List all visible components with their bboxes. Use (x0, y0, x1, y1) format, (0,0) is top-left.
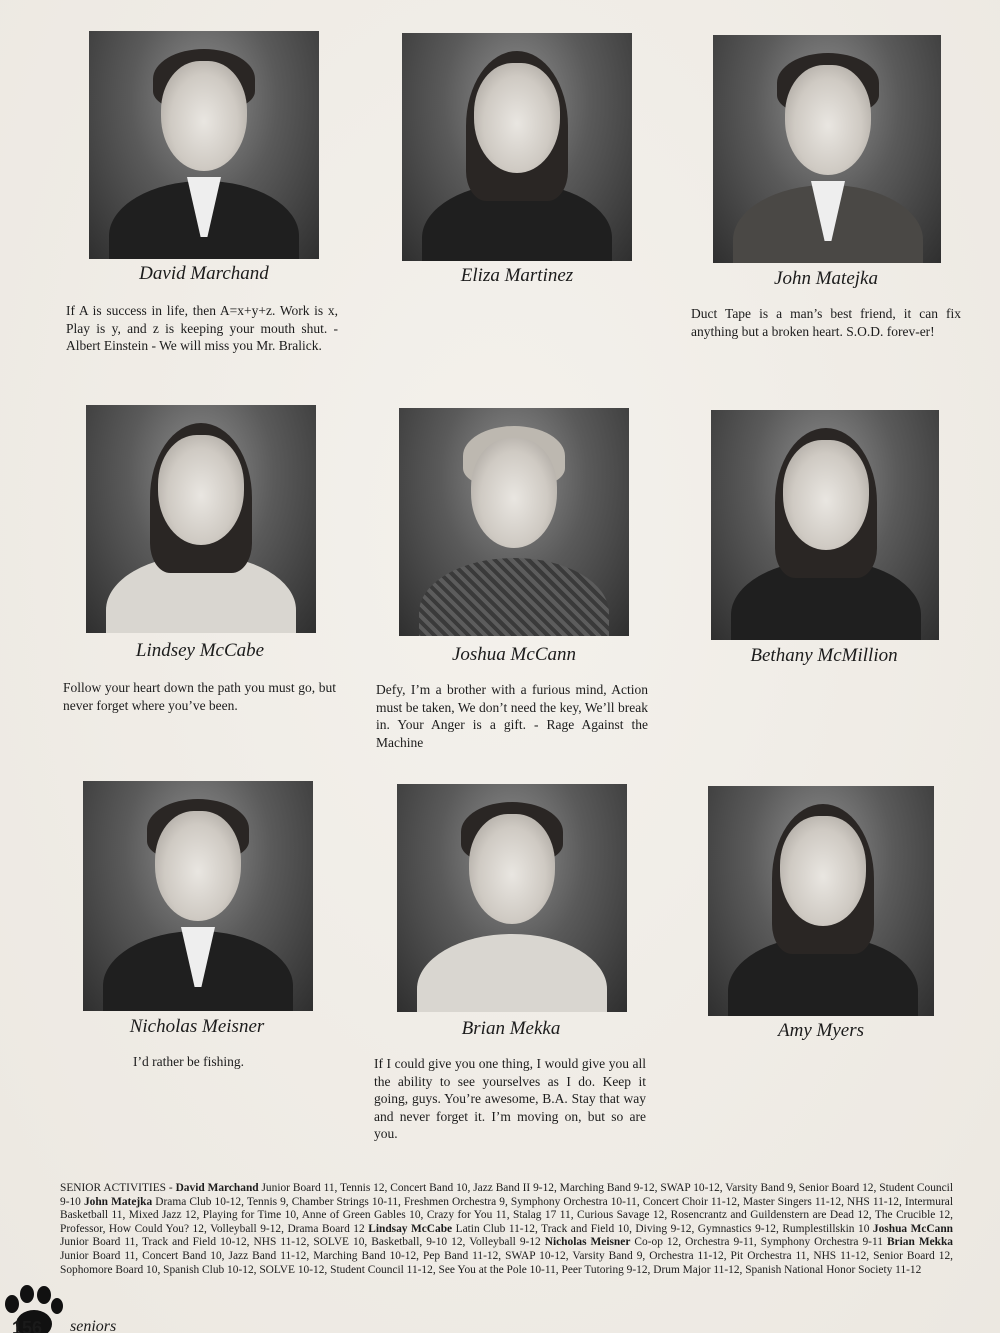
activity-name: Lindsay McCabe (368, 1222, 453, 1235)
portrait-photo (399, 408, 629, 636)
portrait-photo (86, 405, 316, 633)
section-label: seniors (70, 1318, 117, 1333)
activity-name: Brian Mekka (886, 1236, 953, 1249)
activity-text: Latin Club 11-12, Track and Field 10, Diving 9-12, Gymnastics 9-12, Rumplestillskin 10 (452, 1222, 873, 1235)
activity-text: Co-op 12, Orchestra 9-11, Symphony Orchestra 9-11 (630, 1236, 887, 1249)
senior-name: Eliza Martinez (460, 265, 574, 286)
portrait-photo (89, 31, 319, 259)
portrait-photo (83, 781, 313, 1011)
activity-name: John Matejka (83, 1195, 153, 1208)
senior-name: David Marchand (139, 263, 269, 284)
senior-name: Brian Mekka (461, 1018, 561, 1039)
activity-text: Junior Board 11, Concert Band 10, Jazz Band 11-12, Marching Band 10-12, Pep Band 11-12, SWAP 10-12, Varsity Band 9, Orchestra 11-12, Pit Orchestra 11, NHS 11-12, Senior Board 12, Sophomore Board 10, Spanish Club 10-12, SOLVE 10-12, Student Council 11-12, See You at the Pole 10-11, Peer Tutoring 9-12, Drum Major 11-12, Spanish National Honor Society 11-12 (60, 1249, 953, 1276)
senior-name: Amy Myers (778, 1020, 864, 1041)
senior-quote: Follow your heart down the path you must go, but never forget where you’ve been. (63, 680, 336, 713)
senior-name: John Matejka (774, 268, 878, 289)
senior-name: Joshua McCann (451, 644, 576, 665)
portrait-photo (711, 410, 939, 640)
activity-text: Drama Club 10-12, Tennis 9, Chamber Strings 10-11, Freshmen Orchestra 9, Symphony Orchestra 10-11, Concert Choir 11-12, Master Singers 11-12, NHS 11-12, Intermural Basketball 11, Mixed Jazz 12, Playing for Time 10, Anne of Green Gables 10, Crazy for You 11, Stalag 17 11, Curious Savage 12, Rosencrantz and Guildenstern are Dead 12, The Crucible 12, Professor, How Could You? 12, Volleyball 9-12, Drama Board 12 (60, 1195, 953, 1235)
senior-name: Bethany McMillion (750, 645, 898, 666)
senior-name: Lindsey McCabe (135, 640, 265, 661)
senior-name: Nicholas Meisner (129, 1016, 265, 1037)
portrait-photo (708, 786, 934, 1016)
portrait-photo (713, 35, 941, 263)
portrait-photo (402, 33, 632, 261)
senior-quote: Defy, I’m a brother with a furious mind, Action must be taken, We don’t need the key, We’ll break in. Your Anger is a gift. - Rage Against the Machine (376, 682, 648, 750)
portrait-photo (397, 784, 627, 1012)
senior-quote: Duct Tape is a man’s best friend, it can fix anything but a broken heart. S.O.D. forev-er! (691, 306, 961, 339)
activity-name: Nicholas Meisner (544, 1236, 631, 1249)
activity-text: Junior Board 11, Track and Field 10-12, NHS 11-12, SOLVE 10, Basketball, 9-10 12, Volleyball 9-12 (60, 1236, 545, 1249)
activity-name: Joshua McCann (872, 1222, 954, 1235)
activities-heading: SENIOR ACTIVITIES - (60, 1182, 176, 1194)
senior-activities (60, 1182, 953, 1277)
senior-quote: If I could give you one thing, I would give you all the ability to see yourselves as I do. Keep it going, guys. You’re awesome, B.A. Stay that way and never forget it. I’m moving on, but so are you. (374, 1056, 646, 1141)
activity-name: David Marchand (175, 1182, 259, 1194)
senior-quote: If A is success in life, then A=x+y+z. Work is x, Play is y, and z is keeping your mouth shut. -Albert Einstein - We will miss you Mr. Bralick. (66, 303, 338, 353)
senior-quote: I’d rather be fishing. (133, 1054, 244, 1069)
page-number: 156 (12, 1318, 43, 1333)
activity-text: Junior Board 11, Tennis 12, Concert Band 10, Jazz Band II 9-12, Marching Band 9-12, SWAP 10-12, Varsity Band 9, Senior Board 12, Student Council 9-10 (60, 1182, 953, 1208)
